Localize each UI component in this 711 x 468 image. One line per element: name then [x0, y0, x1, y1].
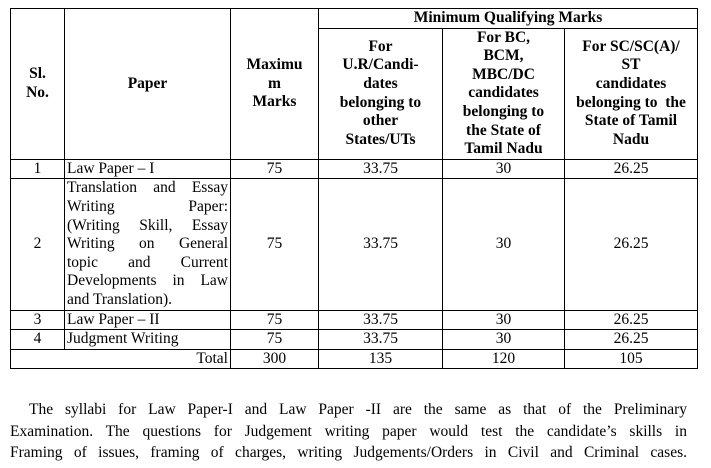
row-sl: 1: [11, 159, 65, 179]
row-sl: 2: [11, 179, 65, 310]
note-line: Framing of issues, framing of charges, writing Judgements/Orders in Civil and Criminal cases.: [10, 444, 687, 461]
row-max: 75: [231, 159, 319, 179]
header-sl-no: Sl. No.: [11, 9, 65, 160]
paper-line: Translation and Essay: [67, 179, 228, 197]
row-bc: 30: [443, 310, 565, 330]
row-ur: 33.75: [319, 330, 443, 350]
paper-line: Writing Paper:: [67, 197, 228, 215]
header-paper: Paper: [65, 9, 231, 160]
paper-line: and Translation).: [67, 290, 173, 308]
total-sc: 105: [565, 349, 698, 369]
table-row: [11, 310, 698, 330]
syllabus-note: [10, 399, 687, 464]
row-sc: 26.25: [565, 330, 698, 350]
table-row: [11, 330, 698, 350]
row-max: 75: [231, 330, 319, 350]
row-bc: 30: [443, 159, 565, 179]
header-maximum-marks: Maximu m Marks: [231, 9, 319, 160]
row-max: 75: [231, 310, 319, 330]
row-bc: 30: [443, 179, 565, 310]
row-sl: 3: [11, 310, 65, 330]
paper-line: Developments in Law: [67, 272, 228, 290]
row-ur: 33.75: [319, 159, 443, 179]
total-ur: 135: [319, 349, 443, 369]
paper-line: topic and Current: [67, 253, 228, 271]
paper-line: Writing on General: [67, 235, 228, 253]
total-row: [11, 349, 698, 369]
note-line: Examination. The questions for Judgement writing paper would test the candidate’s skills in: [10, 422, 687, 440]
total-bc: 120: [443, 349, 565, 369]
row-ur: 33.75: [319, 310, 443, 330]
row-max: 75: [231, 179, 319, 310]
row-sc: 26.25: [565, 159, 698, 179]
row-paper: Law Paper – II: [65, 310, 231, 330]
paper-line: (Writing Skill, Essay: [67, 216, 228, 234]
header-ur-candidates: For U.R/Candi- dates belonging to other States/UTs: [319, 28, 443, 159]
row-ur: 33.75: [319, 179, 443, 310]
row-paper: [65, 179, 231, 310]
header-sc-candidates: For SC/SC(A)/ ST candidates belonging to the State of Tamil Nadu: [565, 28, 698, 159]
row-sl: 4: [11, 330, 65, 350]
total-label: Total: [11, 349, 231, 369]
table-row: [11, 159, 698, 179]
header-bc-candidates: For BC, BCM, MBC/DC candidates belonging to the State of Tamil Nadu: [443, 28, 565, 159]
header-min-qualifying: Minimum Qualifying Marks: [319, 9, 698, 29]
qualifying-marks-table: [10, 8, 698, 369]
row-bc: 30: [443, 330, 565, 350]
row-sc: 26.25: [565, 179, 698, 310]
row-sc: 26.25: [565, 310, 698, 330]
table-row: [11, 179, 698, 310]
note-line: The syllabi for Law Paper-I and Law Paper -II are the same as that of the Preliminary: [29, 401, 687, 418]
row-paper: Judgment Writing: [65, 330, 231, 350]
total-max: 300: [231, 349, 319, 369]
row-paper: Law Paper – I: [65, 159, 231, 179]
